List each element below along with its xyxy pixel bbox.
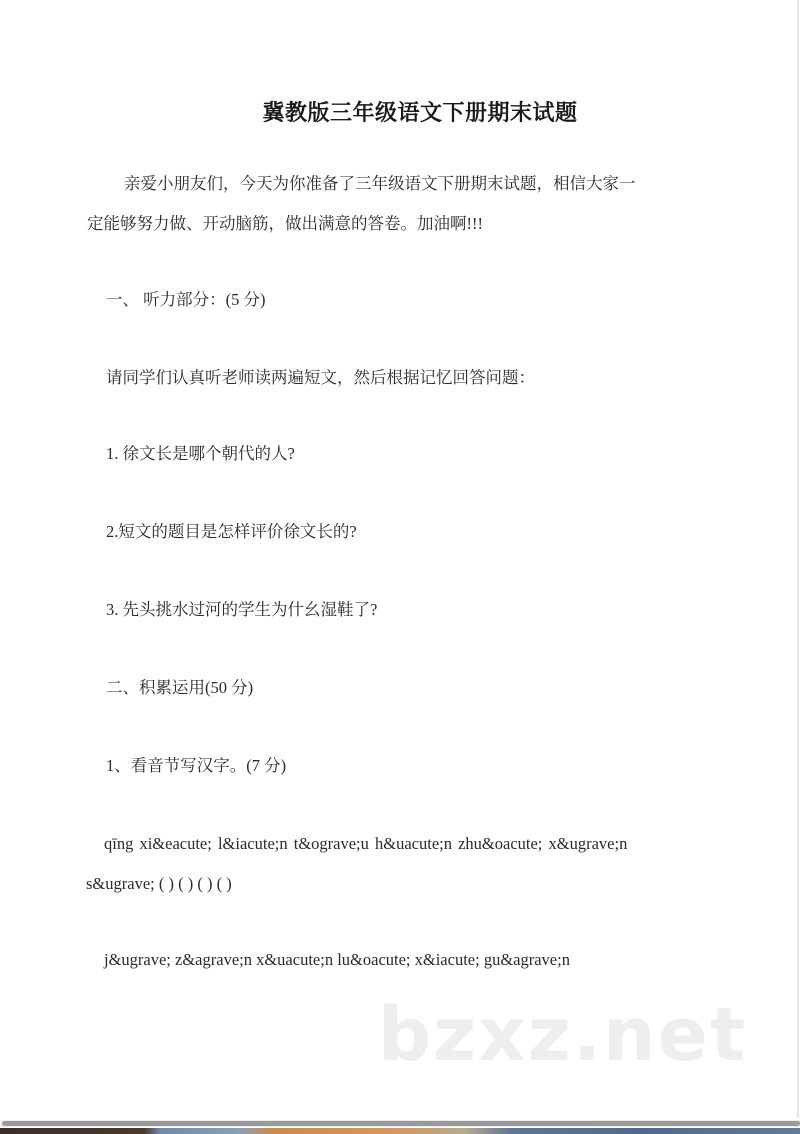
question-item: 1. 徐文长是哪个朝代的人?: [106, 444, 295, 463]
section2-heading: 二、积累运用(50 分): [106, 678, 254, 697]
section1-heading: 一、 听力部分：(5 分): [106, 290, 266, 309]
watermark-text: bzxz.net: [378, 992, 748, 1078]
document-title: 冀教版三年级语文下册期末试题: [262, 101, 578, 126]
pinyin-line-3: j&ugrave; z&agrave;n x&uacute;n lu&oacute; x&iacute; gu&agrave;n: [104, 950, 570, 969]
pinyin-line-1: qīng xi&eacute; l&iacute;n t&ograve;u h&uacute;n zhu&oacute; x&ugrave;n: [104, 834, 628, 853]
intro-line-1: 亲爱小朋友们，今天为你准备了三年级语文下册期末试题，相信大家一: [124, 174, 636, 193]
section1-instruction: 请同学们认真听老师读两遍短文，然后根据记忆回答问题：: [106, 368, 535, 387]
horizontal-scrollbar[interactable]: [0, 1120, 800, 1127]
pinyin-line-2: s&ugrave; ( ) ( ) ( ) ( ): [86, 874, 232, 893]
question-item: 2.短文的题目是怎样评价徐文长的?: [106, 522, 357, 541]
scrollbar-thumb[interactable]: [2, 1121, 800, 1126]
section2-q1-heading: 1、看音节写汉字。(7 分): [106, 756, 287, 775]
background-photo-strip: [0, 1128, 800, 1134]
question-item: 3. 先头挑水过河的学生为什幺湿鞋了?: [106, 600, 378, 619]
intro-line-2: 定能够努力做、开动脑筋，做出满意的答卷。加油啊!!!: [87, 214, 483, 233]
